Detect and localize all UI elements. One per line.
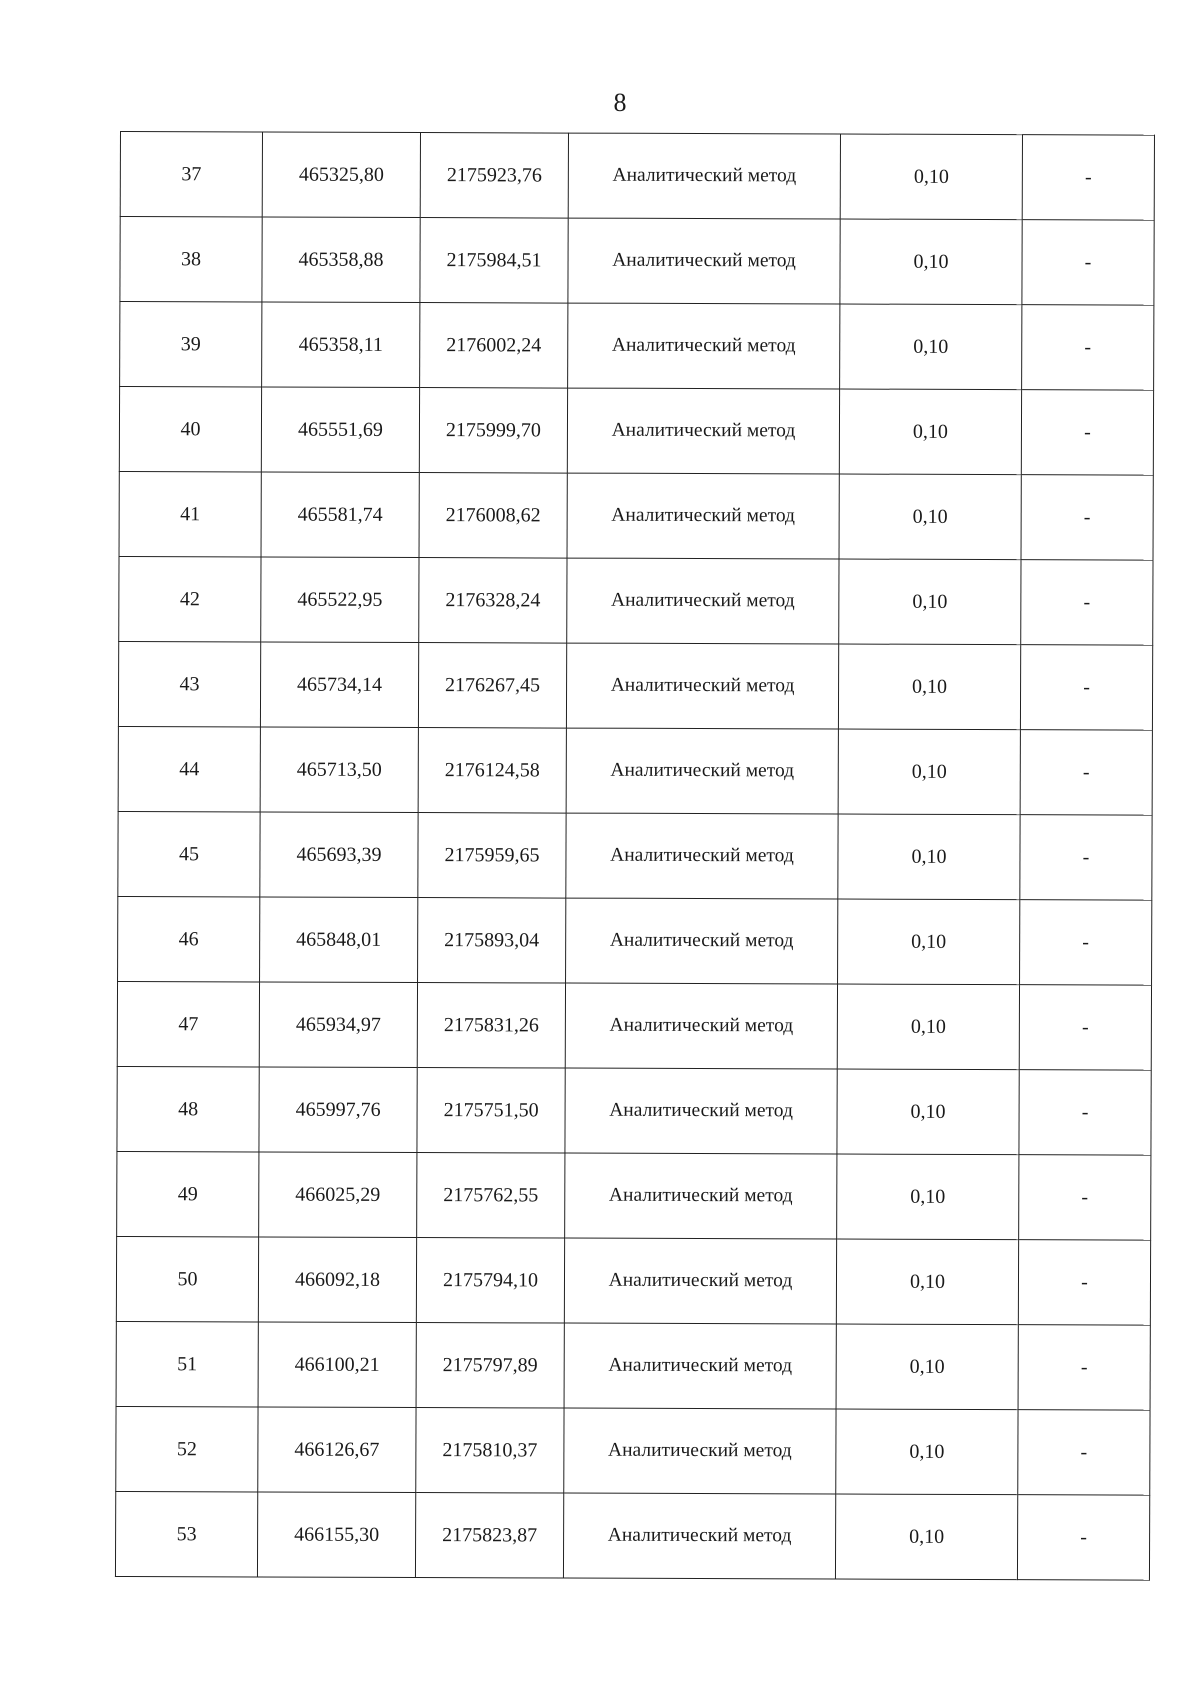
table-row [116,1236,1150,1325]
method-cell: Аналитический метод [567,558,839,644]
accuracy-cell: 0,10 [839,559,1021,645]
note-cell: - [1019,1070,1151,1155]
table-row [115,1491,1149,1580]
point-number-cell: 49 [117,1151,259,1236]
x-coordinate-cell: 465551,69 [261,387,419,473]
accuracy-cell: 0,10 [839,389,1021,475]
point-number-cell: 47 [117,981,259,1066]
x-coordinate-cell: 466126,67 [258,1407,416,1493]
x-coordinate-cell: 465325,80 [262,132,420,218]
y-coordinate-cell: 2175794,10 [416,1238,564,1324]
y-coordinate-cell: 2176124,58 [418,728,566,814]
accuracy-cell: 0,10 [838,814,1020,900]
accuracy-cell: 0,10 [836,1324,1018,1410]
page-number: 8 [613,88,627,117]
method-cell: Аналитический метод [564,1323,836,1409]
table-row [117,981,1151,1070]
table-row [119,387,1153,476]
x-coordinate-cell: 465581,74 [261,472,419,558]
x-coordinate-cell: 465358,11 [262,302,420,388]
note-cell: - [1022,305,1154,390]
accuracy-cell: 0,10 [838,899,1020,985]
point-number-cell: 48 [117,1066,259,1151]
y-coordinate-cell: 2175810,37 [416,1408,564,1494]
table-row [117,1151,1151,1240]
accuracy-cell: 0,10 [836,1409,1018,1495]
note-cell: - [1022,135,1154,220]
y-coordinate-cell: 2175959,65 [418,813,566,899]
note-cell: - [1021,390,1153,475]
y-coordinate-cell: 2175999,70 [419,388,567,474]
method-cell: Аналитический метод [567,388,839,474]
point-number-cell: 40 [119,387,261,472]
note-cell: - [1018,1325,1150,1410]
note-cell: - [1018,1240,1150,1325]
accuracy-cell: 0,10 [839,474,1021,560]
method-cell: Аналитический метод [568,133,840,219]
note-cell: - [1020,900,1152,985]
table-row [116,1406,1150,1495]
accuracy-cell: 0,10 [837,1154,1019,1240]
x-coordinate-cell: 466025,29 [259,1152,417,1238]
method-cell: Аналитический метод [568,218,840,304]
accuracy-cell: 0,10 [838,644,1020,730]
table-row [118,811,1152,900]
y-coordinate-cell: 2175751,50 [417,1068,565,1154]
y-coordinate-cell: 2175984,51 [420,218,568,304]
table-row [120,217,1154,306]
table-row [117,1066,1151,1155]
y-coordinate-cell: 2176328,24 [419,558,567,644]
method-cell: Аналитический метод [564,1408,836,1494]
y-coordinate-cell: 2175831,26 [417,983,565,1069]
point-number-cell: 50 [116,1236,258,1321]
x-coordinate-cell: 465997,76 [259,1067,417,1153]
table-row [118,641,1152,730]
x-coordinate-cell: 465848,01 [260,897,418,983]
x-coordinate-cell: 465934,97 [259,982,417,1068]
point-number-cell: 46 [118,896,260,981]
note-cell: - [1019,985,1151,1070]
accuracy-cell: 0,10 [836,1239,1018,1325]
note-cell: - [1021,560,1153,645]
accuracy-cell: 0,10 [838,729,1020,815]
note-cell: - [1020,815,1152,900]
table-row [120,302,1154,391]
x-coordinate-cell: 465358,88 [262,217,420,303]
method-cell: Аналитический метод [566,643,838,729]
method-cell: Аналитический метод [568,303,840,389]
note-cell: - [1021,475,1153,560]
x-coordinate-cell: 466092,18 [258,1237,416,1323]
note-cell: - [1018,1410,1150,1495]
y-coordinate-cell: 2176008,62 [419,473,567,559]
x-coordinate-cell: 465522,95 [261,557,419,643]
note-cell: - [1019,1155,1151,1240]
method-cell: Аналитический метод [564,1238,836,1324]
point-number-cell: 38 [120,217,262,302]
method-cell: Аналитический метод [566,898,838,984]
x-coordinate-cell: 466155,30 [257,1492,415,1578]
coordinates-table [115,131,1155,1581]
point-number-cell: 45 [118,811,260,896]
method-cell: Аналитический метод [565,1068,837,1154]
point-number-cell: 39 [120,302,262,387]
y-coordinate-cell: 2176002,24 [420,303,568,389]
method-cell: Аналитический метод [565,1153,837,1239]
point-number-cell: 52 [116,1406,258,1491]
accuracy-cell: 0,10 [840,219,1022,305]
point-number-cell: 41 [119,471,261,556]
y-coordinate-cell: 2175893,04 [418,898,566,984]
table-row [119,556,1153,645]
x-coordinate-cell: 465734,14 [260,642,418,728]
table-row [119,471,1153,560]
point-number-cell: 43 [118,641,260,726]
y-coordinate-cell: 2175823,87 [415,1493,563,1579]
y-coordinate-cell: 2175923,76 [420,133,568,219]
accuracy-cell: 0,10 [840,304,1022,390]
y-coordinate-cell: 2176267,45 [418,643,566,729]
table-row [116,1321,1150,1410]
point-number-cell: 51 [116,1321,258,1406]
accuracy-cell: 0,10 [837,1069,1019,1155]
table-body [115,132,1154,1581]
note-cell: - [1020,730,1152,815]
accuracy-cell: 0,10 [835,1494,1017,1580]
x-coordinate-cell: 465713,50 [260,727,418,813]
y-coordinate-cell: 2175797,89 [416,1323,564,1409]
method-cell: Аналитический метод [563,1493,835,1579]
method-cell: Аналитический метод [565,983,837,1069]
note-cell: - [1017,1495,1149,1580]
table-row [120,132,1154,221]
table-row [118,726,1152,815]
accuracy-cell: 0,10 [837,984,1019,1070]
method-cell: Аналитический метод [566,728,838,814]
method-cell: Аналитический метод [566,813,838,899]
accuracy-cell: 0,10 [840,134,1022,220]
y-coordinate-cell: 2175762,55 [417,1153,565,1239]
table-row [118,896,1152,985]
x-coordinate-cell: 465693,39 [260,812,418,898]
method-cell: Аналитический метод [567,473,839,559]
note-cell: - [1020,645,1152,730]
point-number-cell: 53 [115,1491,257,1576]
note-cell: - [1022,220,1154,305]
x-coordinate-cell: 466100,21 [258,1322,416,1408]
point-number-cell: 37 [120,132,262,217]
point-number-cell: 44 [118,726,260,811]
point-number-cell: 42 [119,556,261,641]
